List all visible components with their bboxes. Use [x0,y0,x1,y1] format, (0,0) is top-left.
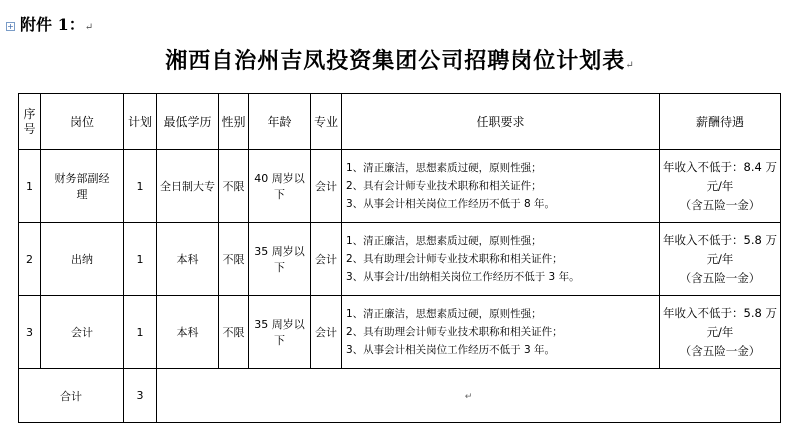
header-gender: 性别 [219,94,249,150]
requirement-line: 3、从事会计相关岗位工作经历不低于 8 年。 [346,198,556,210]
total-row [19,369,781,423]
cell-education: 本科 [157,223,219,296]
header-requirements: 任职要求 [342,94,660,150]
header-salary: 薪酬待遇 [660,94,781,150]
cell-gender: 不限 [219,150,249,223]
cell-position: 财务部副经理 [41,150,124,223]
recruitment-table [18,93,781,423]
cell-requirements [342,150,660,223]
header-education: 最低学历 [157,94,219,150]
cell-plan: 1 [124,296,157,369]
requirement-line: 2、具有助理会计师专业技术职称和相关证件； [346,253,563,265]
salary-line: 年收入不低于：5.8 万元/年 [663,305,777,339]
cell-no: 3 [19,296,41,369]
requirement-line: 1、清正廉洁，思想素质过硬，原则性强； [346,162,542,174]
salary-line: 年收入不低于：8.4 万元/年 [663,159,777,193]
table-row [19,150,781,223]
cell-major: 会计 [311,296,342,369]
total-empty-cell [157,369,781,423]
paragraph-mark: ↵ [84,22,94,33]
header-major: 专业 [311,94,342,150]
requirement-line: 2、具有助理会计师专业技术职称和相关证件； [346,326,563,338]
cell-education: 本科 [157,296,219,369]
total-plan: 3 [124,369,157,423]
salary-line: （含五险一金） [679,343,761,358]
cell-plan: 1 [124,223,157,296]
cell-salary [660,223,781,296]
cell-requirements [342,223,660,296]
cell-position: 会计 [41,296,124,369]
table-anchor-icon[interactable]: + [7,22,14,31]
cell-major: 会计 [311,150,342,223]
cell-gender: 不限 [219,296,249,369]
cell-education: 全日制大专 [157,150,219,223]
cell-age: 35 周岁以下 [249,296,311,369]
cell-position: 出纳 [41,223,124,296]
salary-line: （含五险一金） [679,270,761,285]
cell-salary [660,150,781,223]
header-row [19,94,781,150]
requirement-line: 2、具有会计师专业技术职称和相关证件； [346,180,542,192]
header-no: 序号 [19,94,41,150]
paragraph-mark: ↵ [464,392,473,402]
cell-salary [660,296,781,369]
cell-major: 会计 [311,223,342,296]
requirement-line: 3、从事会计/出纳相关岗位工作经历不低于 3 年。 [346,271,580,283]
requirement-line: 1、清正廉洁，思想素质过硬，原则性强； [346,308,542,320]
paragraph-mark: ↵ [625,60,635,71]
requirement-line: 1、清正廉洁，思想素质过硬，原则性强； [346,235,542,247]
header-age: 年龄 [249,94,311,150]
cell-no: 1 [19,150,41,223]
header-position: 岗位 [41,94,124,150]
requirement-line: 3、从事会计相关岗位工作经历不低于 3 年。 [346,344,556,356]
table-row [19,223,781,296]
total-label: 合计 [19,369,124,423]
header-plan: 计划 [124,94,157,150]
salary-line: 年收入不低于：5.8 万元/年 [663,232,777,266]
salary-line: （含五险一金） [679,197,761,212]
attachment-label: 附件 1：↵ [20,15,94,34]
cell-no: 2 [19,223,41,296]
cell-plan: 1 [124,150,157,223]
table-row [19,296,781,369]
cell-age: 35 周岁以下 [249,223,311,296]
cell-gender: 不限 [219,223,249,296]
cell-age: 40 周岁以下 [249,150,311,223]
page-title: 湘西自治州吉凤投资集团公司招聘岗位计划表↵ [165,48,635,74]
cell-requirements [342,296,660,369]
